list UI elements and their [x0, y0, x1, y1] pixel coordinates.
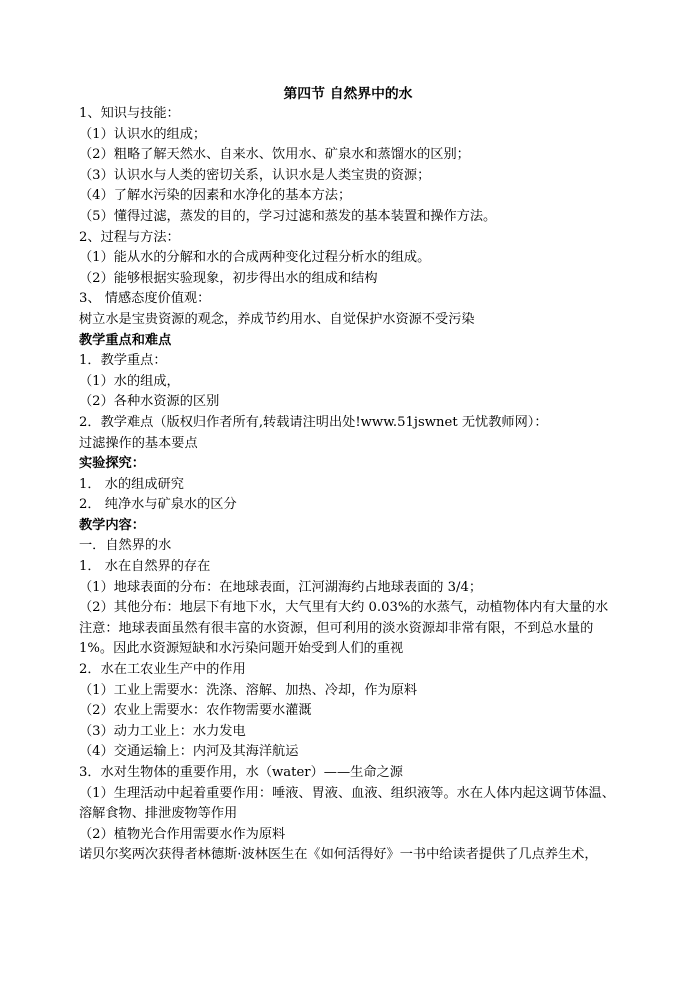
text-line: 3．水对生物体的重要作用，水（water）——生命之源 — [79, 765, 403, 780]
text-line: （2）农业上需要水：农作物需要水灌溉 — [79, 703, 312, 719]
text-line: （2）植物光合作用需要水作为原料 — [79, 826, 286, 842]
text-line: 1、知识与技能： — [79, 106, 180, 121]
text-line: （1）水的组成， — [79, 373, 180, 389]
text-line: 2、过程与方法： — [79, 229, 180, 245]
text-line: 树立水是宝贵资源的观念，养成节约用水、自觉保护水资源不受污染 — [79, 311, 475, 327]
document-body — [79, 104, 619, 866]
text-line: 1． 水在自然界的存在 — [79, 559, 211, 575]
text-line: （3）认识水与人类的密切关系，认识水是人类宝贵的资源； — [79, 167, 431, 183]
text-line: （2）粗略了解天然水、自来水、饮用水、矿泉水和蒸馏水的区别； — [79, 147, 470, 163]
text-line: 2．教学难点（版权归作者所有,转载请注明出处!www.51jswnet 无忧教师网）： — [79, 414, 548, 430]
text-line: （1）能从水的分解和水的合成两种变化过程分析水的组成。 — [79, 250, 431, 266]
text-line: 1．教学重点： — [79, 353, 167, 369]
text-line: 一．自然界的水 — [79, 538, 172, 554]
text-line: （4）交通运输上：内河及其海洋航运 — [79, 744, 299, 760]
section-heading: 教学重点和难点 — [79, 332, 172, 348]
section-heading: 实验探究： — [79, 456, 145, 472]
text-line: （2）各种水资源的区别 — [79, 394, 220, 410]
text-line: （1）生理活动中起着重要作用：唾液、胃液、血液、组织液等。水在人体内起这调节体温、溶解食物、排泄废物等作用 — [79, 785, 615, 822]
text-line: 2． 纯净水与矿泉水的区分 — [79, 497, 237, 513]
text-line: （1）认识水的组成； — [79, 126, 207, 142]
text-line: （4）了解水污染的因素和水净化的基本方法； — [79, 188, 352, 204]
text-line: 过滤操作的基本要点 — [79, 435, 198, 451]
text-line: 2．水在工农业生产中的作用 — [79, 662, 246, 678]
text-line: （1）地球表面的分布：在地球表面，江河湖海约占地球表面的 3/4； — [79, 579, 483, 595]
text-line: （3）动力工业上：水力发电 — [79, 723, 246, 739]
text-line: 注意：地球表面虽然有很丰富的水资源，但可利用的淡水资源却非常有限，不到总水量的 1%。因此水资源短缺和水污染问题开始受到人们的重视 — [79, 620, 594, 657]
text-line: （2）能够根据实验现象，初步得出水的组成和结构 — [79, 270, 378, 286]
text-line: （5）懂得过滤，蒸发的目的，学习过滤和蒸发的基本装置和操作方法。 — [79, 208, 497, 224]
text-line: 3、 情感态度价值观： — [79, 291, 211, 307]
page-title: 第四节 自然界中的水 — [283, 86, 413, 102]
section-heading: 教学内容： — [79, 517, 145, 533]
text-line: （1）工业上需要水：洗涤、溶解、加热、冷却，作为原料 — [79, 682, 418, 698]
text-line: （2）其他分布：地层下有地下水，大气里有大约 0.03%的水蒸气，动植物体内有大量的水 — [79, 600, 609, 616]
text-line: 1． 水的组成研究 — [79, 476, 184, 492]
text-line: 诺贝尔奖两次获得者林德斯·波林医生在《如何活得好》一书中给读者提供了几点养生术， — [79, 847, 598, 863]
